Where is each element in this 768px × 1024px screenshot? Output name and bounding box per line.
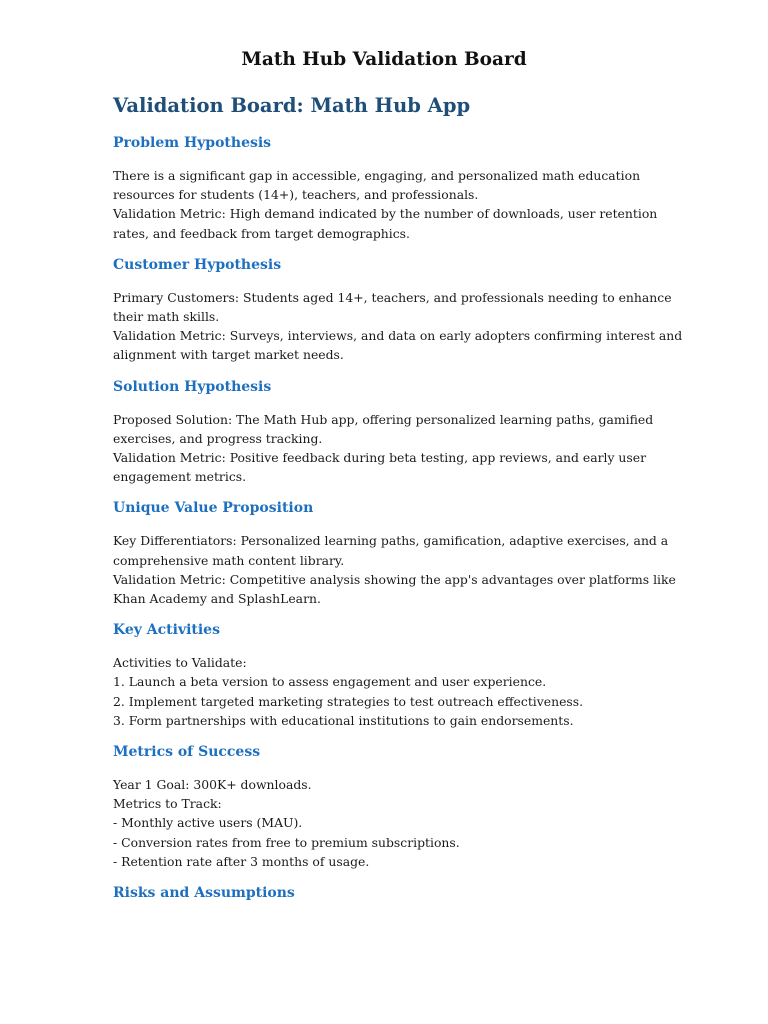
- section-body: [113, 653, 658, 730]
- section-body: [113, 288, 683, 365]
- section-unique-value-proposition: [113, 498, 676, 608]
- section-heading: Unique Value Proposition: [113, 500, 314, 517]
- section-body: [113, 410, 658, 487]
- body-line: their math skills.: [113, 309, 220, 325]
- body-line: Year 1 Goal: 300K+ downloads.: [113, 777, 312, 793]
- section-heading: Risks and Assumptions: [113, 885, 295, 902]
- body-line: engagement metrics.: [113, 469, 247, 485]
- section-risks-and-assumptions: [113, 883, 658, 903]
- body-line: Validation Metric: Surveys, interviews, and data on early adopters confirming interest and: [113, 328, 683, 344]
- body-line: comprehensive math content library.: [113, 552, 345, 568]
- body-line: 1. Launch a beta version to assess engagement and user experience.: [113, 674, 547, 690]
- sections-container: [113, 133, 683, 903]
- section-heading: Customer Hypothesis: [113, 256, 282, 273]
- section-problem-hypothesis: [113, 133, 658, 243]
- body-line: Activities to Validate:: [113, 655, 247, 671]
- body-line: - Retention rate after 3 months of usage.: [113, 853, 370, 869]
- section-body: [113, 775, 658, 871]
- section-heading: Problem Hypothesis: [113, 135, 272, 151]
- section-solution-hypothesis: [113, 377, 658, 487]
- section-heading: Metrics of Success: [113, 744, 261, 761]
- section-body: [113, 531, 676, 608]
- body-line: Validation Metric: High demand indicated by the number of downloads, user retention: [113, 206, 658, 222]
- body-line: Primary Customers: Students aged 14+, teachers, and professionals needing to enhance: [113, 289, 672, 305]
- section-body: [113, 166, 658, 243]
- body-line: resources for students (14+), teachers, and professionals.: [113, 187, 479, 203]
- body-line: - Monthly active users (MAU).: [113, 815, 303, 831]
- body-line: Validation Metric: Positive feedback during beta testing, app reviews, and early user: [113, 450, 646, 466]
- body-line: Khan Academy and SplashLearn.: [113, 591, 321, 607]
- section-customer-hypothesis: [113, 255, 683, 365]
- document-title: Math Hub Validation Board: [241, 49, 527, 70]
- body-line: exercises, and progress tracking.: [113, 430, 323, 446]
- section-heading: Key Activities: [113, 622, 220, 639]
- body-line: rates, and feedback from target demographics.: [113, 225, 410, 241]
- section-key-activities: [113, 620, 658, 730]
- body-line: 3. Form partnerships with educational institutions to gain endorsements.: [113, 712, 574, 728]
- section-heading: Solution Hypothesis: [113, 378, 272, 395]
- body-line: There is a significant gap in accessible, engaging, and personalized math education: [113, 168, 641, 183]
- main-heading: Validation Board: Math Hub App: [113, 94, 471, 117]
- body-line: Proposed Solution: The Math Hub app, offering personalized learning paths, gamified: [113, 411, 654, 427]
- body-line: - Conversion rates from free to premium subscriptions.: [113, 834, 460, 850]
- body-line: Key Differentiators: Personalized learning paths, gamification, adaptive exercises, and a: [113, 533, 669, 549]
- section-metrics-of-success: [113, 742, 658, 871]
- body-line: alignment with target market needs.: [113, 347, 344, 363]
- body-line: Metrics to Track:: [113, 796, 222, 812]
- body-line: 2. Implement targeted marketing strategies to test outreach effectiveness.: [113, 693, 584, 709]
- body-line: Validation Metric: Competitive analysis showing the app's advantages over platforms like: [113, 571, 676, 587]
